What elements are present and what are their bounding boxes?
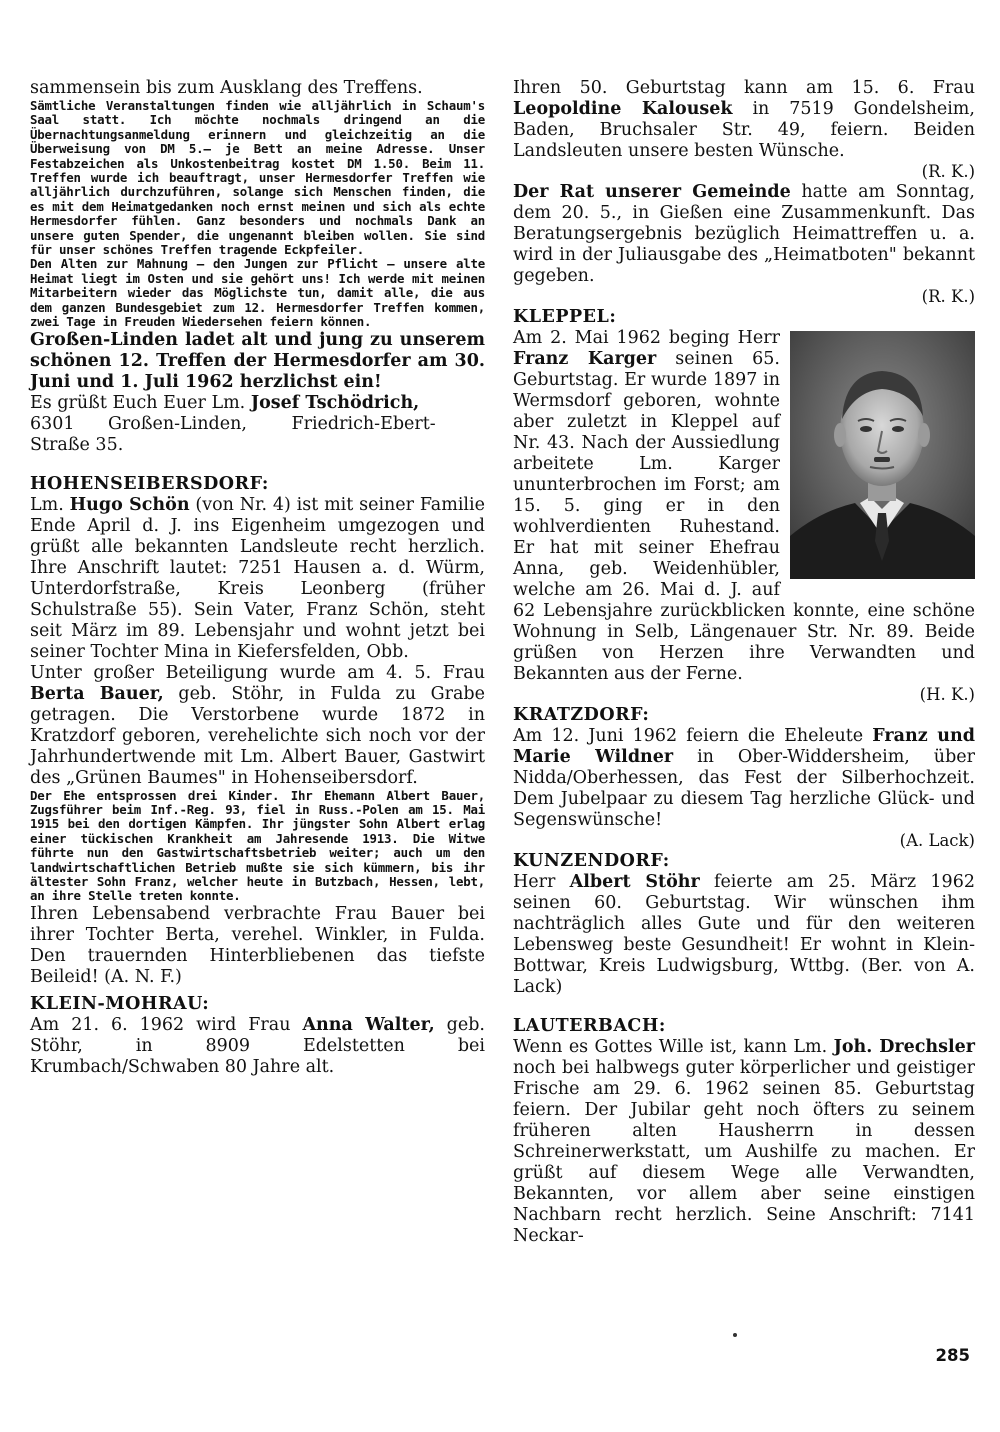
heading-klein-mohrau: KLEIN-MOHRAU: — [30, 993, 210, 1014]
prefix: Am 21. 6. 1962 wird Frau — [30, 1014, 291, 1035]
prefix: Ihren 50. Geburtstag kann am 15. 6. Frau — [513, 78, 975, 98]
person-name: Hugo Schön — [69, 494, 190, 515]
invitation-headline: Großen-Linden ladet alt und jung zu unserem schönen 12. Treffen der Hermesdorfer am 30. Juni und 1. Juli 1962 herzlichst ein! — [30, 329, 485, 392]
paragraph-mahnung: Den Alten zur Mahnung — den Jungen zur Pflicht — unsere alte Heimat liegt im Osten und sie gehört uns! Ich werde mit meinen Mitarbeitern wieder das Möglichste tun, damit alle, die aus dem ganzen Bundesgebiet zum 12. Hermesdorfer Treffen kommen, zwei Tage in Freuden Wiedersehen feiern können. — [30, 256, 485, 330]
signature-rk-1: (R. K.) — [921, 162, 975, 181]
person-name: Berta Bauer, — [30, 683, 164, 704]
prefix: Lm. — [30, 494, 64, 515]
paragraph-wildner — [513, 726, 975, 831]
portrait-image — [790, 331, 975, 579]
paragraph-text: in 7519 Gondelsheim, Baden, Bruchsaler Str. 49, feiern. Beiden Landsleuten unsere besten Wünsche. — [513, 99, 975, 161]
paragraph-text: seinen 65. Geburtstag. Er wurde 1897 in Wermsdorf geboren, wohnte aber zuletzt in Kleppel auf Nr. 43. Nach der Aussiedlung arbeitete Lm. Karger ununterbrochen im Forst; am 15. 5. ging er in den wohlverdienten Ruhestand. Er hat mit seiner Ehefrau Anna, geb. Weidenhübler, welche am 26. Mai d. J. auf 62 Lebensjahre zurückblicken konnte, eine schöne Wohnung in Selb, Längenauer Str. Nr. 89. Beide grüßen von Herzen ihre Verwandten und Bekannten aus der Ferne. — [513, 349, 975, 684]
greeting-name: Josef Tschödrich, — [250, 392, 420, 413]
organization-name: Der Rat unserer Gemeinde — [513, 182, 791, 202]
person-name: Anna Walter, — [302, 1014, 435, 1035]
greeting-address-street: Friedrich-Ebert- — [291, 413, 436, 434]
prefix: Wenn es Gottes Wille ist, kann Lm. — [513, 1037, 828, 1057]
paragraph-hugo-schoen — [30, 495, 485, 663]
prefix: Unter großer Beteiligung wurde am 4. 5. Frau — [30, 662, 485, 683]
portrait-photo-franz-karger — [790, 331, 975, 579]
page-number: 285 — [935, 1346, 970, 1365]
right-column — [513, 78, 975, 1247]
prefix: Herr — [513, 872, 556, 892]
paragraph-anna-walter — [30, 1015, 485, 1078]
greeting-address-zip: 6301 — [30, 413, 75, 434]
heading-lauterbach: LAUTERBACH: — [513, 1016, 666, 1036]
small-print-block-1 — [30, 99, 485, 330]
paragraph-albert-stoehr — [513, 872, 975, 998]
person-name: Franz und Marie Wildner — [513, 726, 975, 767]
prefix: Am 2. Mai 1962 beging Herr — [513, 328, 780, 348]
signature-a-lack: (A. Lack) — [899, 831, 975, 850]
paragraph-text: hatte am Sonntag, dem 20. 5., in Gießen eine Zusammenkunft. Das Beratungsergebnis bezüglich Heimattreffen u. a. wird in der Juliausgabe des „Heimatboten" bekannt gegeben. — [513, 182, 975, 286]
greeting-prefix: Es grüßt Euch Euer Lm. — [30, 392, 246, 413]
paragraph-text: (von Nr. 4) ist mit seiner Familie Ende April d. J. ins Eigenheim umgezogen und grüßt alle bekannten Landsleute recht herzlich. Ihre Anschrift lautet: 7251 Hausen a. d. Würm, Unterdorfstraße, Kreis Leonberg (früher Schulstraße 55). Sein Vater, Franz Schön, steht seit März im 89. Lebensjahr und wohnt jetzt bei seiner Tochter Mina in Kiefersfelden, Obb. — [30, 494, 485, 662]
paragraph-bauer-family: Der Ehe entsprossen drei Kinder. Ihr Ehemann Albert Bauer, Zugsführer beim Inf.-Reg. 93, fiel in Russ.-Polen am 15. Mai 1915 bei den dortigen Kämpfen. Ihr jüngster Sohn Albert erlag einer tückischen Krankheit am Jahresende 1913. Die Witwe führte nun den Gastwirtschaftsbetrieb weiter; auch um den landwirtschaftlichen Betrieb mußte sie sich kümmern, bis ihr ältester Sohn Franz, welcher heute in Butzbach, Hessen, lebt, an ihre Stelle treten konnte. — [30, 787, 485, 904]
spacer — [513, 998, 975, 1016]
signature-rk-2: (R. K.) — [921, 287, 975, 306]
person-name: Albert Stöhr — [569, 872, 700, 892]
paragraph-text: geb. Stöhr, in Fulda zu Grabe getragen. Die Verstorbene wurde 1872 in Kratzdorf geboren, verehelichte sich noch vor der Jahrhundertwende mit Lm. Albert Bauer, Gastwirt des „Grünen Baumes" in Hohenseibersdorf. — [30, 683, 485, 788]
paragraph-text: noch bei halbwegs guter körperlicher und geistiger Frische am 29. 6. 1962 seinen 85. Geburtstag feiern. Der Jubilar geht noch öfters zu seinem früheren alten Hausherrn in dessen Schreinerwerkstatt, um Aushilfe zu machen. Er grüßt auf diesem Wege alle Verwandten, Bekannten, vor allem aber seine einstigen Nachbarn recht herzlich. Seine Anschrift: 7141 Neckar- — [513, 1058, 975, 1246]
signature-hk: (H. K.) — [919, 685, 975, 704]
paragraph-gemeinderat — [513, 182, 975, 287]
left-column — [30, 78, 485, 1078]
prefix: Am 12. Juni 1962 feiern die Eheleute — [513, 726, 864, 746]
greeting-address-number: Straße 35. — [30, 434, 124, 455]
paragraph-berta-bauer — [30, 663, 485, 789]
paragraph-kalousek — [513, 78, 975, 162]
spacer — [30, 456, 485, 474]
paragraph-text: in Ober-Widdersheim, über Nidda/Oberhessen, das Fest der Silberhochzeit. Dem Jubelpaar zu diesem Tag herzliche Glück- und Segenswünsche! — [513, 747, 975, 830]
heading-kratzdorf: KRATZDORF: — [513, 705, 650, 725]
paragraph-intro-end: sammensein bis zum Ausklang des Treffens. — [30, 78, 423, 98]
heading-kunzendorf: KUNZENDORF: — [513, 851, 670, 871]
paragraph-text: feierte am 25. März 1962 seinen 60. Geburtstag. Wir wünschen ihm nachträglich alles Gute und für den weiteren Lebensweg beste Gesundheit! Er wohnt in Klein-Bottwar, Kreis Ludwigsburg, Wttbg. (Ber. von A. Lack) — [513, 872, 975, 997]
paragraph-text: geb. Stöhr, in 8909 Edelstetten bei Krumbach/Schwaben 80 Jahre alt. — [30, 1014, 485, 1077]
greeting-address-city: Großen-Linden, — [107, 413, 247, 434]
small-print-block-2 — [30, 789, 485, 904]
person-name: Leopoldine Kalousek — [513, 99, 733, 119]
heading-kleppel: KLEPPEL: — [513, 307, 617, 327]
paragraph-veranstaltungen: Sämtliche Veranstaltungen finden wie alljährlich in Schaum's Saal statt. Ich möchte nochmals dringend an die Übernachtungsanmeldung erinnern und gleichzeitig an die Überweisung von DM 5.— je Bett an meine Adresse. Unser Festabzeichen als Unkostenbeitrag kostet DM 1.50. Beim 11. Treffen wurde ich beauftragt, unser Hermesdorfer Treffen wie alljährlich durchzuführen, solange sich Menschen finden, die es mit dem Heimatgedanken noch ernst meinen und sich als echte Hermesdorfer fühlen. Ganz besonders und nochmals Dank an unsere guten Spender, die ungenannt bleiben wollen. Sie sind für unser schönes Treffen tragende Eckpfeiler. — [30, 98, 485, 258]
paragraph-bauer-end: Ihren Lebensabend verbrachte Frau Bauer bei ihrer Tochter Berta, verehel. Winkler, in Fulda. Den trauernden Hinterbliebenen das tiefste Beileid! (A. N. F.) — [30, 903, 485, 987]
greeting-paragraph — [30, 393, 485, 456]
print-speck — [733, 1333, 737, 1337]
person-name: Joh. Drechsler — [833, 1037, 975, 1057]
person-name: Franz Karger — [513, 349, 657, 369]
paragraph-drechsler — [513, 1037, 975, 1247]
heading-hohenseibersdorf: HOHENSEIBERSDORF: — [30, 473, 269, 494]
